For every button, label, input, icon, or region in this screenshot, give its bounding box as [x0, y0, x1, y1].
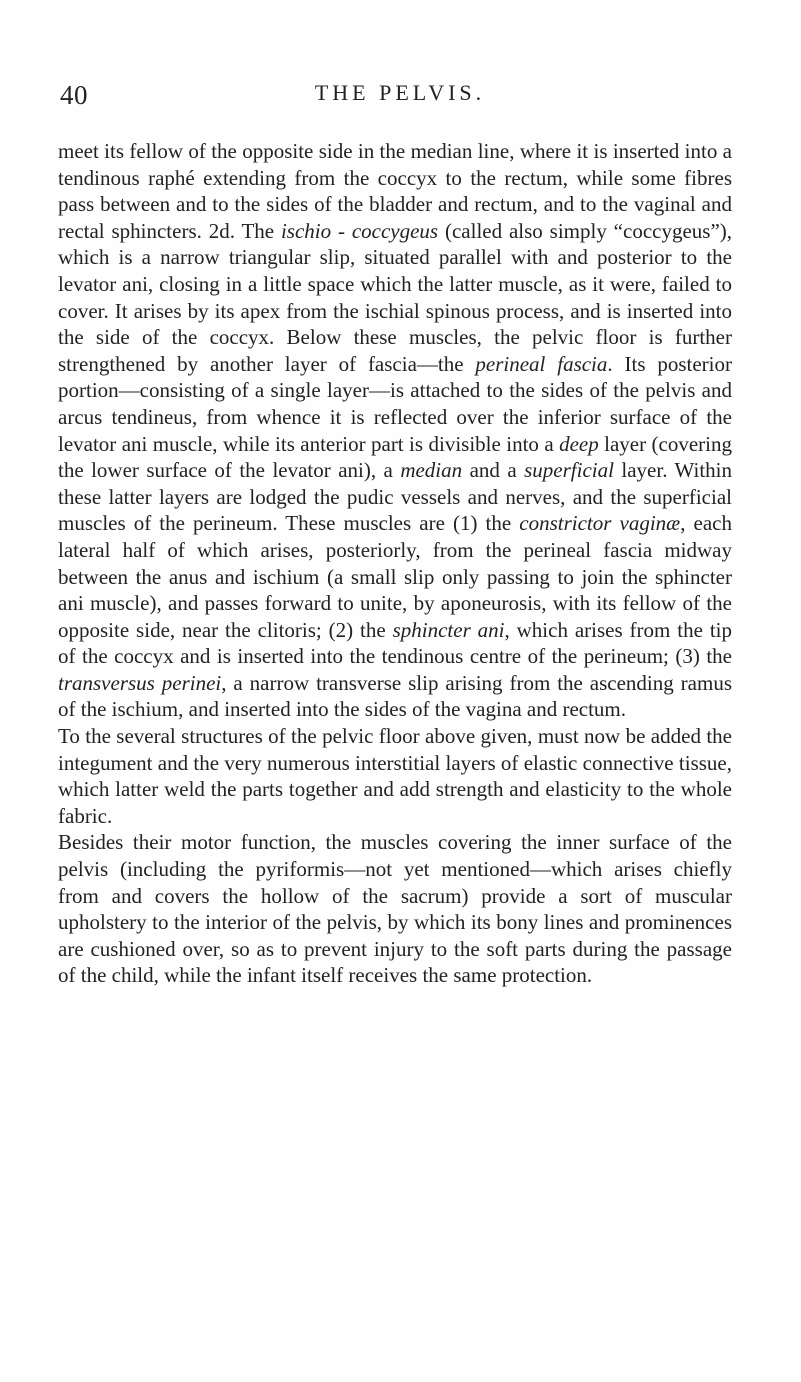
paragraph-1 — [58, 138, 732, 723]
paragraph-3 — [58, 829, 732, 989]
text-run: layer (covering the lower surface of the levator ani), a — [58, 431, 732, 483]
text-run: , which arises from the tip of the coccyx and is inserted into the tendinous centre of the perineum; (3) the — [58, 617, 732, 669]
text-run: . Its posterior portion—consisting of a single layer—is attached to the sides of the pelvis and arcus tendineus, from whence it is reflected over the inferior surface of the levator ani muscle, while its anterior part is divisible into a — [58, 351, 732, 456]
text-run: (called also simply “coccygeus”), which is a narrow triangular slip, situated parallel with and posterior to the levator ani, closing in a little space which the latter muscle, as it were, failed to cover. It arises by its apex from the ischial spinous process, and is inserted into the side of the coccyx. Below these muscles, the pelvic floor is further strengthened by another layer of fascia—the — [58, 218, 733, 376]
italic-term: perineal fascia — [475, 351, 608, 376]
text-run: , a narrow transverse slip arising from the ascending ramus of the ischium, and inserted into the sides of the vagina and rectum. — [58, 670, 732, 722]
italic-term: superficial — [524, 458, 614, 483]
page-header — [60, 80, 720, 120]
italic-term: median — [400, 458, 463, 483]
running-title: THE PELVIS. — [314, 80, 486, 105]
italic-term: sphincter ani — [392, 617, 505, 642]
italic-term: deep — [559, 431, 599, 456]
text-run: , each lateral half of which arises, posteriorly, from the perineal fascia midway between the anus and ischium (a small slip only passing to join the sphincter ani muscle), and passes forward to unite, by aponeurosis, with its fellow of the opposite side, near the clitoris; (2) the — [58, 511, 732, 642]
italic-term: transversus perinei — [58, 670, 222, 695]
text-run: meet its fellow of the opposite side in the median line, where it is inserted into a tendinous raphé extending from the coccyx to the rectum, while some fibres pass between and to the sides of the bladder and rectum, and to the vaginal and rectal sphincters. 2d. The — [58, 139, 732, 243]
text-run: layer. Within these latter layers are lodged the pudic vessels and nerves, and the superficial muscles of the perineum. These muscles are (1) the — [58, 458, 732, 536]
paragraph-2 — [58, 723, 732, 829]
text-run: To the several structures of the pelvic floor above given, must now be added the integument and the very numerous interstitial layers of elastic connective tissue, which latter weld the parts together and add strength and elasticity to the whole fabric. — [58, 724, 732, 828]
italic-term: constrictor vaginæ — [519, 511, 681, 536]
italic-term: ischio - coccygeus — [280, 218, 439, 243]
page-number: 40 — [60, 80, 88, 110]
text-run: Besides their motor function, the muscles covering the inner surface of the pelvis (including the pyriformis—not yet mentioned—which arises chiefly from and covers the hollow of the sacrum) provide a sort of muscular upholstery to the interior of the pelvis, by which its bony lines and prominences are cushioned over, so as to prevent injury to the soft parts during the passage of the child, while the infant itself receives the same protection. — [58, 830, 732, 988]
body-text — [58, 138, 732, 989]
text-run: and a — [462, 458, 525, 483]
